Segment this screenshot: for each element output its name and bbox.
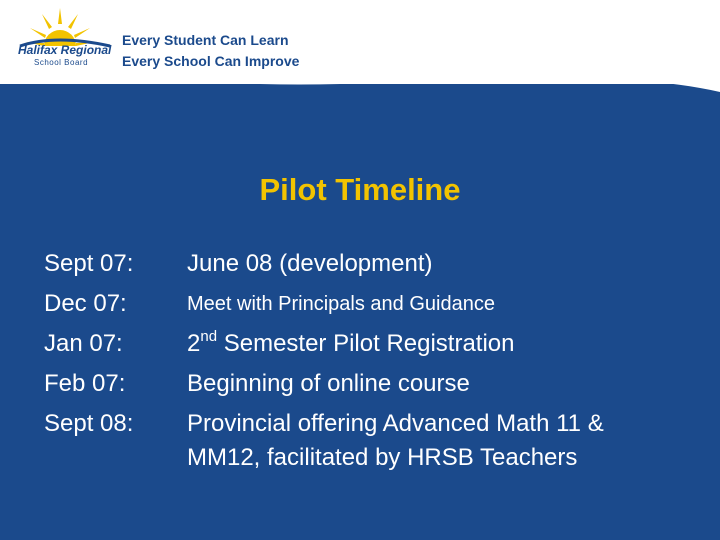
timeline-date: Sept 07:: [44, 250, 134, 277]
tagline: [122, 30, 299, 72]
timeline-desc: Provincial offering Advanced Math 11 &: [187, 410, 604, 437]
page-title: Pilot Timeline: [259, 172, 461, 207]
timeline-desc-number: 2: [187, 330, 201, 357]
timeline-desc-continued: MM12, facilitated by HRSB Teachers: [187, 444, 578, 471]
timeline-desc: [187, 330, 515, 358]
timeline-desc: June 08 (development): [187, 250, 433, 277]
timeline-date: Sept 08:: [44, 410, 134, 437]
tagline-line-1: Every Student Can Learn: [122, 32, 289, 48]
timeline-date: Feb 07:: [44, 370, 126, 397]
logo-subtitle: School Board: [34, 58, 89, 67]
tagline-line-2: Every School Can Improve: [122, 53, 300, 69]
timeline-desc-superscript: nd: [200, 328, 218, 345]
timeline-desc-text: Semester Pilot Registration: [217, 330, 515, 357]
timeline-date: Dec 07:: [44, 290, 127, 317]
timeline-date: Jan 07:: [44, 330, 123, 357]
timeline-desc: Beginning of online course: [187, 370, 470, 397]
logo-name: Halifax Regional: [18, 43, 112, 57]
timeline-desc: Meet with Principals and Guidance: [187, 293, 495, 315]
